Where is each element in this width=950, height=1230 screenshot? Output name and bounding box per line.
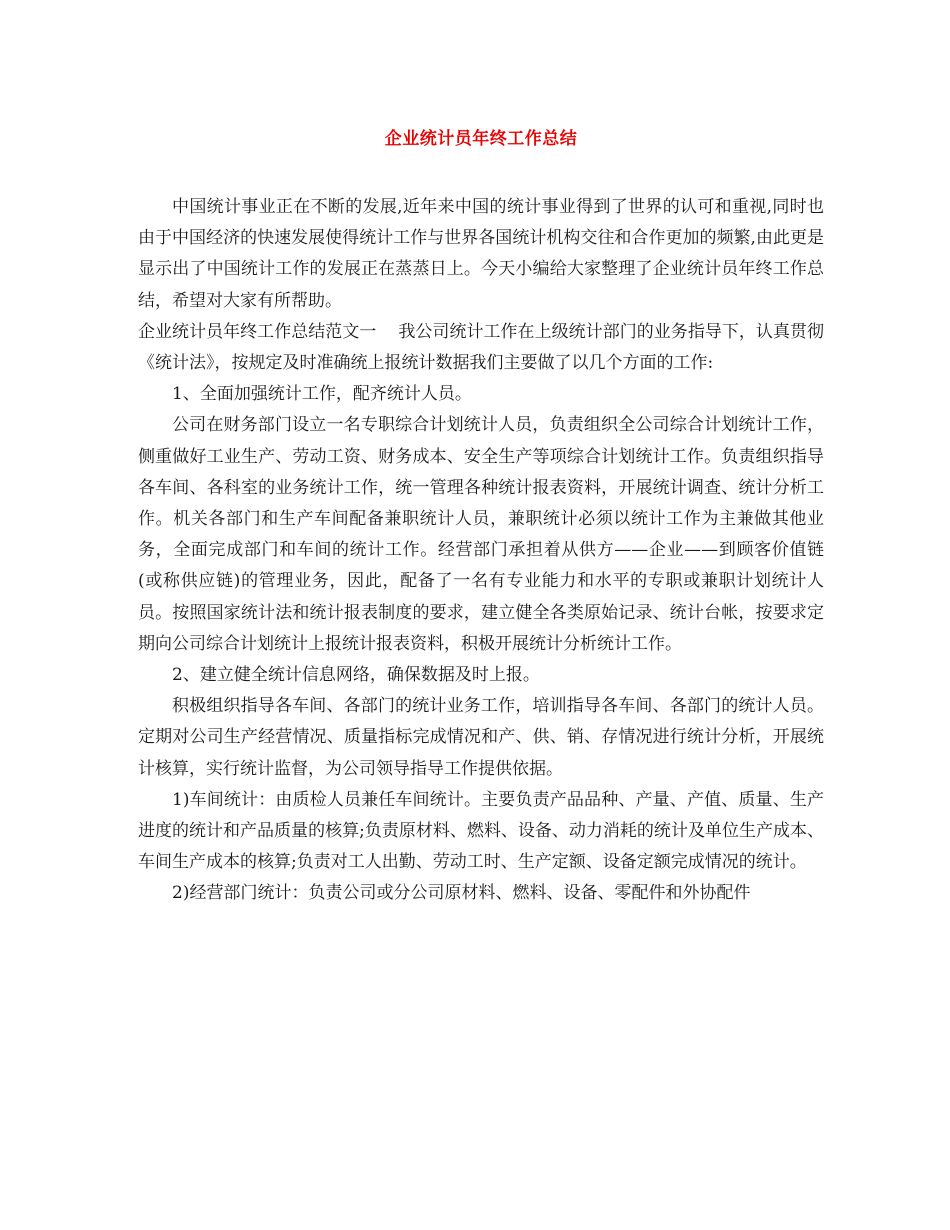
intro-paragraph: 中国统计事业正在不断的发展,近年来中国的统计事业得到了世界的认可和重视,同时也由于中国经济的快速发展使得统计工作与世界各国统计机构交往和合作更加的频繁,由此更是显示出了中国统计工作的发展正在蒸蒸日上。今天小编给大家整理了企业统计员年终工作总结，希望对大家有所帮助。 (138, 197, 824, 311)
list-item-operations-statistics: 2)经营部门统计：负责公司或分公司原材料、燃料、设备、零配件和外协配件 (172, 883, 751, 904)
section-heading-2: 2、建立健全统计信息网络，确保数据及时上报。 (172, 665, 540, 686)
list-item-workshop-statistics: 1)车间统计：由质检人员兼任车间统计。主要负责产品品种、产量、产值、质量、生产进度的统计和产品质量的核算;负责原材料、燃料、设备、动力消耗的统计及单位生产成本、车间生产成本的核算;负责对工人出勤、劳动工时、生产定额、设备定额完成情况的统计。 (138, 789, 824, 873)
sample-label: 企业统计员年终工作总结范文一 (138, 321, 377, 342)
sample-lead-text: 我公司统计工作在上级统计部门的业务指导下，认真贯彻《统计法》，按规定及时准确统上报统计数据我们主要做了以几个方面的工作: (138, 321, 825, 374)
document-body (138, 192, 824, 910)
section-paragraph-1: 公司在财务部门设立一名专职综合计划统计人员，负责组织全公司综合计划统计工作，侧重做好工业生产、劳动工资、财务成本、安全生产等项综合计划统计工作。负责组织指导各车间、各科室的业务统计工作，统一管理各种统计报表资料，开展统计调查、统计分析工作。机关各部门和生产车间配备兼职统计人员，兼职统计必须以统计工作为主兼做其他业务，全面完成部门和车间的统计工作。经营部门承担着从供方——企业——到顾客价值链(或称供应链)的管理业务，因此，配备了一名有专业能力和水平的专职或兼职计划统计人员。按照国家统计法和统计报表制度的要求，建立健全各类原始记录、统计台帐，按要求定期向公司综合计划统计上报统计报表资料，积极开展统计分析统计工作。 (138, 415, 824, 654)
section-paragraph-2: 积极组织指导各车间、各部门的统计业务工作，培训指导各车间、各部门的统计人员。定期对公司生产经营情况、质量指标完成情况和产、供、销、存情况进行统计分析，开展统计核算，实行统计监督，为公司领导指导工作提供依据。 (138, 696, 824, 779)
sample-paragraph (138, 317, 824, 379)
document-title: 企业统计员年终工作总结 (384, 129, 578, 149)
section-heading-1: 1、全面加强统计工作，配齐统计人员。 (172, 384, 472, 405)
